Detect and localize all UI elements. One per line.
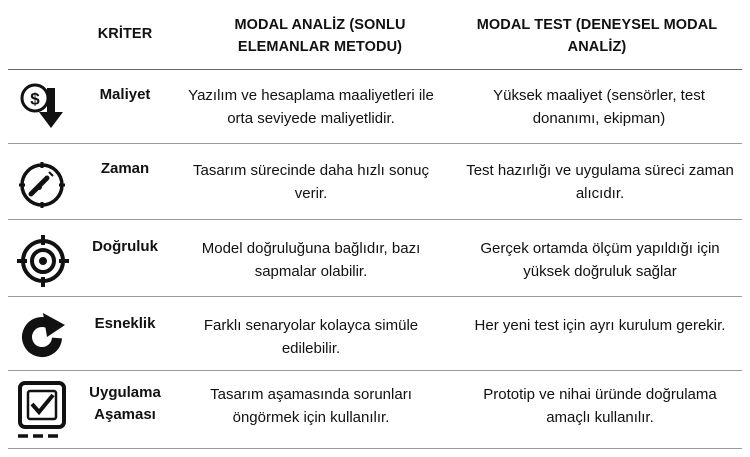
criterion-label: Doğruluk	[92, 238, 158, 255]
row-divider	[8, 143, 742, 144]
svg-text:$: $	[30, 89, 40, 109]
header-divider	[8, 69, 742, 70]
row-divider	[8, 219, 742, 220]
criterion-label: Zaman	[100, 160, 150, 177]
criterion-label: Maliyet	[99, 86, 151, 103]
row-divider	[8, 296, 742, 297]
header-criterion: KRİTER	[97, 26, 153, 42]
test-cell: Prototip ve nihai üründe doğrulama amaçlı kullanılır.	[483, 386, 717, 426]
analysis-cell: Tasarım sürecinde daha hızlı sonuç verir.	[193, 162, 429, 202]
test-cell: Yüksek maaliyet (sensörler, test donanımı, ekipman)	[493, 87, 705, 127]
cost-down-icon	[18, 82, 68, 139]
analysis-cell: Tasarım aşamasında sorunları öngörmek için kullanılır.	[210, 386, 412, 426]
refresh-arrow-icon	[17, 311, 67, 366]
analysis-cell: Yazılım ve hesaplama maaliyetleri ile orta seviyede maliyetlidir.	[188, 87, 434, 127]
criterion-label: Esneklik	[94, 315, 156, 332]
analysis-cell: Farklı senaryolar kolayca simüle edilebilir.	[203, 317, 419, 357]
target-icon	[17, 235, 69, 292]
test-cell: Test hazırlığı ve uygulama süreci zaman alıcıdır.	[466, 162, 734, 202]
checkbox-icon	[15, 380, 71, 449]
row-divider	[8, 370, 742, 371]
header-modal-test: MODAL TEST (DENEYSEL MODAL ANALİZ)	[476, 17, 718, 55]
bottom-divider	[8, 448, 742, 449]
criterion-label: Uygulama Aşaması	[89, 384, 161, 423]
header-modal-analysis: MODAL ANALİZ (SONLU ELEMANLAR METODU)	[234, 17, 406, 55]
test-cell: Her yeni test için ayrı kurulum gerekir.	[474, 317, 726, 334]
analysis-cell: Model doğruluğuna bağlıdır, bazı sapmalar olabilir.	[201, 240, 421, 280]
test-cell: Gerçek ortamda ölçüm yapıldığı için yüksek doğruluk sağlar	[480, 240, 720, 280]
stopwatch-icon	[17, 160, 67, 215]
